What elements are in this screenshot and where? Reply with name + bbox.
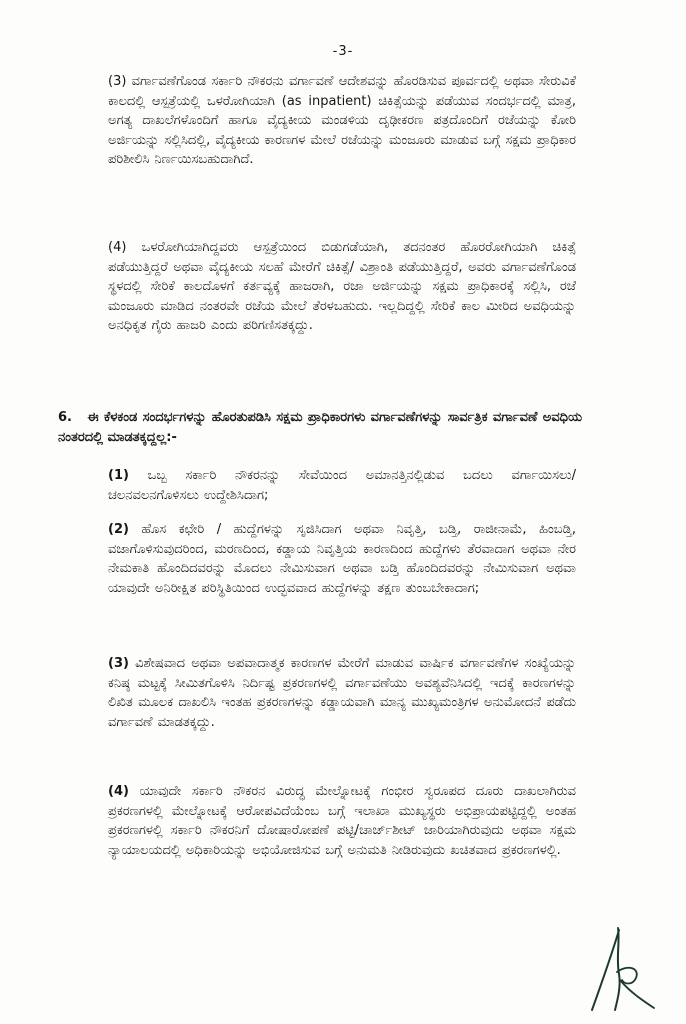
section-6-heading-text: ಈ ಕೆಳಕಂಡ ಸಂದರ್ಭಗಳನ್ನು ಹೊರತುಪಡಿಸಿ ಸಕ್ಷಮ ಪ್ರಾಧಿಕಾರಗಳು ವರ್ಗಾವಣೆಗಳನ್ನು ಸಾರ್ವತ್ರಿಕ ವರ್ಗಾವಣೆ ಅವಧಿಯ ನಂತರದಲ್ಲಿ ಮಾಡತಕ್ಕದ್ದಲ್ಲ:- bbox=[58, 410, 582, 445]
signature-mark bbox=[588, 924, 658, 1014]
section-6-number: 6. bbox=[58, 410, 72, 425]
list-item-text: ಒಬ್ಬ ಸರ್ಕಾರಿ ನೌಕರನನ್ನು ಸೇವೆಯಿಂದ ಅಮಾನತ್ತಿನಲ್ಲಿಡುವ ಬದಲು ವರ್ಗಾಯಿಸಲು/ ಚಲನವಲನಗೊಳಿಸಲು ಉದ್ದೇಶಿಸಿದಾಗ; bbox=[108, 468, 576, 503]
section-6-heading bbox=[58, 408, 582, 448]
list-item-label: (4) bbox=[108, 784, 129, 799]
list-item bbox=[108, 782, 576, 860]
list-item-label: (2) bbox=[108, 522, 129, 537]
list-item-text: ವಿಶೇಷವಾದ ಅಥವಾ ಅಪವಾದಾತ್ಮಕ ಕಾರಣಗಳ ಮೇರೆಗೆ ಮಾಡುವ ವಾರ್ಷಿಕ ವರ್ಗಾವಣೆಗಳ ಸಂಖ್ಯೆಯನ್ನು ಕನಿಷ್ಠ ಮಟ್ಟಕ್ಕೆ ಸೀಮಿತಗೊಳಿಸಿ ನಿರ್ದಿಷ್ಟ ಪ್ರಕರಣಗಳಲ್ಲಿ ವರ್ಗಾವಣೆಯು ಅವಶ್ಯವೆನಿಸಿದಲ್ಲಿ ಇದಕ್ಕೆ ಕಾರಣಗಳನ್ನು ಲಿಖಿತ ಮೂಲಕ ದಾಖಲಿಸಿ ಇಂತಹ ಪ್ರಕರಣಗಳನ್ನು ಕಡ್ಡಾಯವಾಗಿ ಮಾನ್ಯ ಮುಖ್ಯಮಂತ್ರಿಗಳ ಅನುಮೋದನೆ ಪಡೆದು ವರ್ಗಾವಣೆ ಮಾಡತಕ್ಕದ್ದು. bbox=[108, 656, 576, 730]
page-number: -3- bbox=[332, 44, 354, 59]
list-item bbox=[108, 654, 576, 732]
list-item-label: (3) bbox=[108, 656, 129, 671]
list-item bbox=[108, 466, 576, 505]
paragraph-4: (4) ಒಳರೋಗಿಯಾಗಿದ್ದವರು ಆಸ್ಪತ್ರೆಯಿಂದ ಬಿಡುಗಡೆಯಾಗಿ, ತದನಂತರ ಹೊರರೋಗಿಯಾಗಿ ಚಿಕಿತ್ಸೆ ಪಡೆಯುತ್ತಿದ್ದರೆ ಅಥವಾ ವೈದ್ಯಕೀಯ ಸಲಹೆ ಮೇರೆಗೆ ಚಿಕಿತ್ಸೆ/ ವಿಶ್ರಾಂತಿ ಪಡೆಯುತ್ತಿದ್ದರೆ, ಅವರು ವರ್ಗಾವಣೆಗೊಂಡ ಸ್ಥಳದಲ್ಲಿ ಸೇರಿಕೆ ಕಾಲದೊಳಗೆ ಕರ್ತವ್ಯಕ್ಕೆ ಹಾಜರಾಗಿ, ರಜಾ ಅರ್ಜಿಯನ್ನು ಸಕ್ಷಮ ಪ್ರಾಧಿಕಾರಕ್ಕೆ ಸಲ್ಲಿಸಿ, ರಜೆ ಮಂಜೂರು ಮಾಡಿದ ನಂತರವೇ ರಜೆಯ ಮೇಲೆ ತೆರಳಬಹುದು. ಇಲ್ಲದಿದ್ದಲ್ಲಿ ಸೇರಿಕೆ ಕಾಲ ಮೀರಿದ ಅವಧಿಯನ್ನು ಅನಧಿಕೃತ ಗೈರು ಹಾಜರಿ ಎಂದು ಪರಿಗಣಿಸತಕ್ಕದ್ದು. bbox=[108, 240, 576, 333]
list-item-label: (1) bbox=[108, 468, 129, 483]
paragraph-3: (3) ವರ್ಗಾವಣೆಗೊಂಡ ಸರ್ಕಾರಿ ನೌಕರನು ವರ್ಗಾವಣೆ ಆದೇಶವನ್ನು ಹೊರಡಿಸುವ ಪೂರ್ವದಲ್ಲಿ ಅಥವಾ ಸೇರುವಿಕೆ ಕಾಲದಲ್ಲಿ ಆಸ್ಪತ್ರೆಯಲ್ಲಿ ಒಳರೋಗಿಯಾಗಿ (as inpatient) ಚಿಕಿತ್ಸೆಯನ್ನು ಪಡೆಯುವ ಸಂದರ್ಭದಲ್ಲಿ ಮಾತ್ರ, ಅಗತ್ಯ ದಾಖಲೆಗಳೊಂದಿಗೆ ಹಾಗೂ ವೈದ್ಯಕೀಯ ಮಂಡಳಿಯ ದೃಢೀಕರಣ ಪತ್ರದೊಂದಿಗೆ ರಜೆಯನ್ನು ಕೋರಿ ಅರ್ಜಿಯನ್ನು ಸಲ್ಲಿಸಿದಲ್ಲಿ, ವೈದ್ಯಕೀಯ ಕಾರಣಗಳ ಮೇಲೆ ರಜೆಯನ್ನು ಮಂಜೂರು ಮಾಡುವ ಬಗ್ಗೆ ಸಕ್ಷಮ ಪ್ರಾಧಿಕಾರ ಪರಿಶೀಲಿಸಿ ನಿರ್ಣಯಿಸಬಹುದಾಗಿದೆ. bbox=[108, 74, 576, 167]
list-item-text: ಯಾವುದೇ ಸರ್ಕಾರಿ ನೌಕರನ ವಿರುದ್ಧ ಮೇಲ್ನೋಟಕ್ಕೆ ಗಂಭೀರ ಸ್ವರೂಪದ ದೂರು ದಾಖಲಾಗಿರುವ ಪ್ರಕರಣಗಳಲ್ಲಿ ಮೇಲ್ನೋಟಕ್ಕೆ ಆರೋಪವಿದೆಯೆಂಬ ಬಗ್ಗೆ ಇಲಾಖಾ ಮುಖ್ಯಸ್ಥರು ಅಭಿಪ್ರಾಯಪಟ್ಟಿದ್ದಲ್ಲಿ ಅಂತಹ ಪ್ರಕರಣಗಳಲ್ಲಿ ಸರ್ಕಾರಿ ನೌಕರನಿಗೆ ದೋಷಾರೋಪಣೆ ಪಟ್ಟಿ/ಚಾರ್ಜ್‌ಶೀಟ್ ಜಾರಿಯಾಗಿರುವುದು ಅಥವಾ ಸಕ್ಷಮ ನ್ಯಾಯಾಲಯದಲ್ಲಿ ಅಧಿಕಾರಿಯನ್ನು ಅಭಿಯೋಜಿಸುವ ಬಗ್ಗೆ ಅನುಮತಿ ನೀಡಿರುವುದು ಖಚಿತವಾದ ಪ್ರಕರಣಗಳಲ್ಲಿ. bbox=[108, 784, 576, 858]
list-item-text: ಹೊಸ ಕಛೇರಿ / ಹುದ್ದೆಗಳನ್ನು ಸೃಜಿಸಿದಾಗ ಅಥವಾ ನಿವೃತ್ತಿ, ಬಡ್ತಿ, ರಾಜೀನಾಮೆ, ಹಿಂಬಡ್ತಿ, ವಜಾಗೊಳಿಸುವುದರಿಂದ, ಮರಣದಿಂದ, ಕಡ್ಡಾಯ ನಿವೃತ್ತಿಯ ಕಾರಣದಿಂದ ಹುದ್ದೆಗಳು ತೆರವಾದಾಗ ಅಥವಾ ನೇರ ನೇಮಕಾತಿ ಹೊಂದಿದವರನ್ನು ಮೊದಲು ನೇಮಿಸುವಾಗ ಅಥವಾ ಬಡ್ತಿ ಹೊಂದಿದವರನ್ನು ನೇಮಿಸುವಾಗ ಅಥವಾ ಯಾವುದೇ ಅನಿರೀಕ್ಷಿತ ಪರಿಸ್ಥಿತಿಯಿಂದ ಉದ್ಭವವಾದ ಹುದ್ದೆಗಳನ್ನು ತಕ್ಷಣ ತುಂಬಬೇಕಾದಾಗ; bbox=[108, 522, 576, 596]
list-item bbox=[108, 520, 576, 598]
